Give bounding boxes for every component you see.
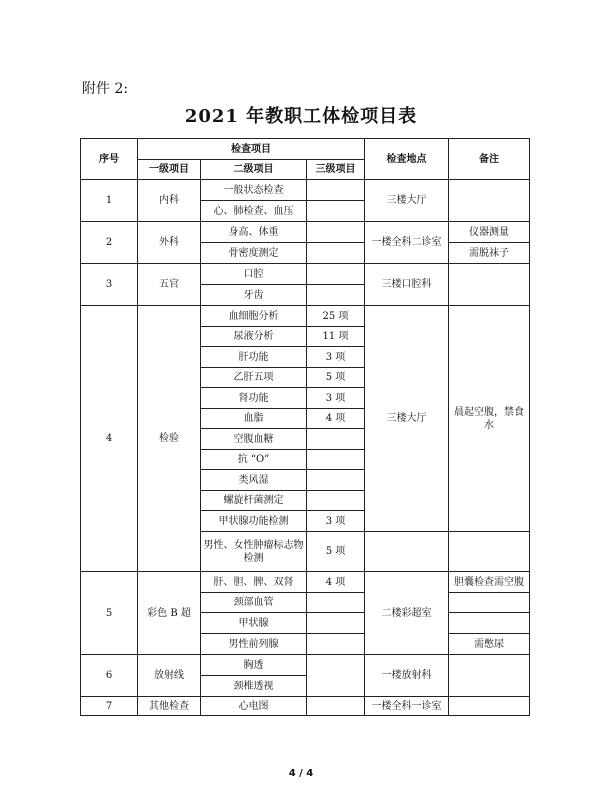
row-level2: 血脂: [201, 409, 307, 429]
row-level2: 胸透: [201, 655, 307, 676]
row-seq: 7: [81, 697, 138, 716]
col-header-remark: 备注: [449, 139, 530, 180]
row-level1: 外科: [138, 222, 201, 264]
table-row: [81, 222, 530, 243]
row-level3: [307, 697, 365, 716]
attachment-label: 附件 2:: [82, 81, 129, 97]
row-remark: 仪器测量: [449, 222, 530, 243]
row-seq: 4: [81, 306, 138, 572]
row-remark: [449, 697, 530, 716]
row-remark: 需憋尿: [449, 634, 530, 655]
row-level1: 五官: [138, 264, 201, 306]
table-row: [81, 264, 530, 285]
row-level3: [307, 243, 365, 264]
row-remark: [449, 655, 530, 697]
col-header-level2: 二级项目: [201, 160, 307, 180]
row-level3: [307, 470, 365, 491]
table-row: [81, 180, 530, 201]
row-remark: 晨起空腹，禁食水: [449, 306, 530, 532]
row-level2: 男性前列腺: [201, 634, 307, 655]
row-level3: [307, 285, 365, 306]
row-location: 三楼大厅: [365, 180, 449, 222]
row-level3: [307, 450, 365, 470]
row-level2: 肝功能: [201, 347, 307, 368]
row-level2: 肾功能: [201, 388, 307, 409]
row-remark: [449, 264, 530, 306]
row-level1: 检验: [138, 306, 201, 572]
row-level3: 25 项: [307, 306, 365, 327]
row-level1: 彩色 B 超: [138, 572, 201, 655]
row-location: 一楼全科二诊室: [365, 222, 449, 264]
row-level2: 身高、体重: [201, 222, 307, 243]
row-level2: 一般状态检查: [201, 180, 307, 201]
row-level2: 甲状腺功能检测: [201, 511, 307, 532]
row-level3: [307, 491, 365, 511]
row-location: 三楼口腔科: [365, 264, 449, 306]
row-location: 二楼彩超室: [365, 572, 449, 655]
row-level3: [307, 634, 365, 655]
row-level3: 5 项: [307, 368, 365, 388]
row-remark: [449, 593, 530, 613]
col-header-location: 检查地点: [365, 139, 449, 180]
page-title: 2021 年教职工体检项目表: [184, 106, 418, 127]
table-row: [81, 655, 530, 676]
table-row: [81, 697, 530, 716]
row-seq: 6: [81, 655, 138, 697]
row-level2: 骨密度测定: [201, 243, 307, 264]
exam-items-table: [80, 138, 530, 716]
row-seq: 3: [81, 264, 138, 306]
row-level2: 类风湿: [201, 470, 307, 491]
col-header-seq: 序号: [81, 139, 138, 180]
row-level3: [307, 593, 365, 613]
row-level2: 抗 “O”: [201, 450, 307, 470]
row-level3: 5 项: [307, 532, 365, 572]
row-level2: 心电图: [201, 697, 307, 716]
table-row: [81, 572, 530, 593]
col-header-level1: 一级项目: [138, 160, 201, 180]
row-level3: 3 项: [307, 511, 365, 532]
row-level3: [307, 429, 365, 450]
row-remark: [449, 532, 530, 572]
row-level2: 尿液分析: [201, 327, 307, 347]
col-header-level3: 三级项目: [307, 160, 365, 180]
row-level3: [307, 264, 365, 285]
row-seq: 2: [81, 222, 138, 264]
row-level2: 血细胞分析: [201, 306, 307, 327]
row-location: 一楼放射科: [365, 655, 449, 697]
row-location: 一楼全科一诊室: [365, 697, 449, 716]
row-level3: 4 项: [307, 572, 365, 593]
row-remark: [449, 180, 530, 222]
row-level3: 4 项: [307, 409, 365, 429]
row-location: [365, 532, 449, 572]
row-remark: 需脱袜子: [449, 243, 530, 264]
row-remark: [449, 613, 530, 634]
row-seq: 1: [81, 180, 138, 222]
row-level3: [307, 613, 365, 634]
row-level2: 甲状腺: [201, 613, 307, 634]
row-level2: 肝、胆、脾、双肾: [201, 572, 307, 593]
table-row: [81, 306, 530, 327]
row-level1: 其他检查: [138, 697, 201, 716]
row-level3: [307, 180, 365, 201]
row-level3: [307, 655, 365, 697]
row-level1: 放射线: [138, 655, 201, 697]
row-level3: [307, 222, 365, 243]
row-level2: 螺旋杆菌测定: [201, 491, 307, 511]
row-level3: 3 项: [307, 388, 365, 409]
row-level3: 11 项: [307, 327, 365, 347]
row-level1: 内科: [138, 180, 201, 222]
row-level2: 颈部血管: [201, 593, 307, 613]
col-header-items: 检查项目: [138, 139, 365, 160]
row-level2: 颈椎透视: [201, 676, 307, 697]
row-location: 三楼大厅: [365, 306, 449, 532]
row-level2: 乙肝五项: [201, 368, 307, 388]
row-level2: 牙齿: [201, 285, 307, 306]
row-level3: 3 项: [307, 347, 365, 368]
row-level2: 口腔: [201, 264, 307, 285]
row-level2: 空腹血糖: [201, 429, 307, 450]
page-number: 4 / 4: [288, 768, 314, 779]
row-level3: [307, 201, 365, 222]
row-seq: 5: [81, 572, 138, 655]
row-level2: 心、肺检查、血压: [201, 201, 307, 222]
row-remark: 胆囊检查需空腹: [449, 572, 530, 593]
row-level2: 男性、女性肿瘤标志物检测: [201, 532, 307, 572]
